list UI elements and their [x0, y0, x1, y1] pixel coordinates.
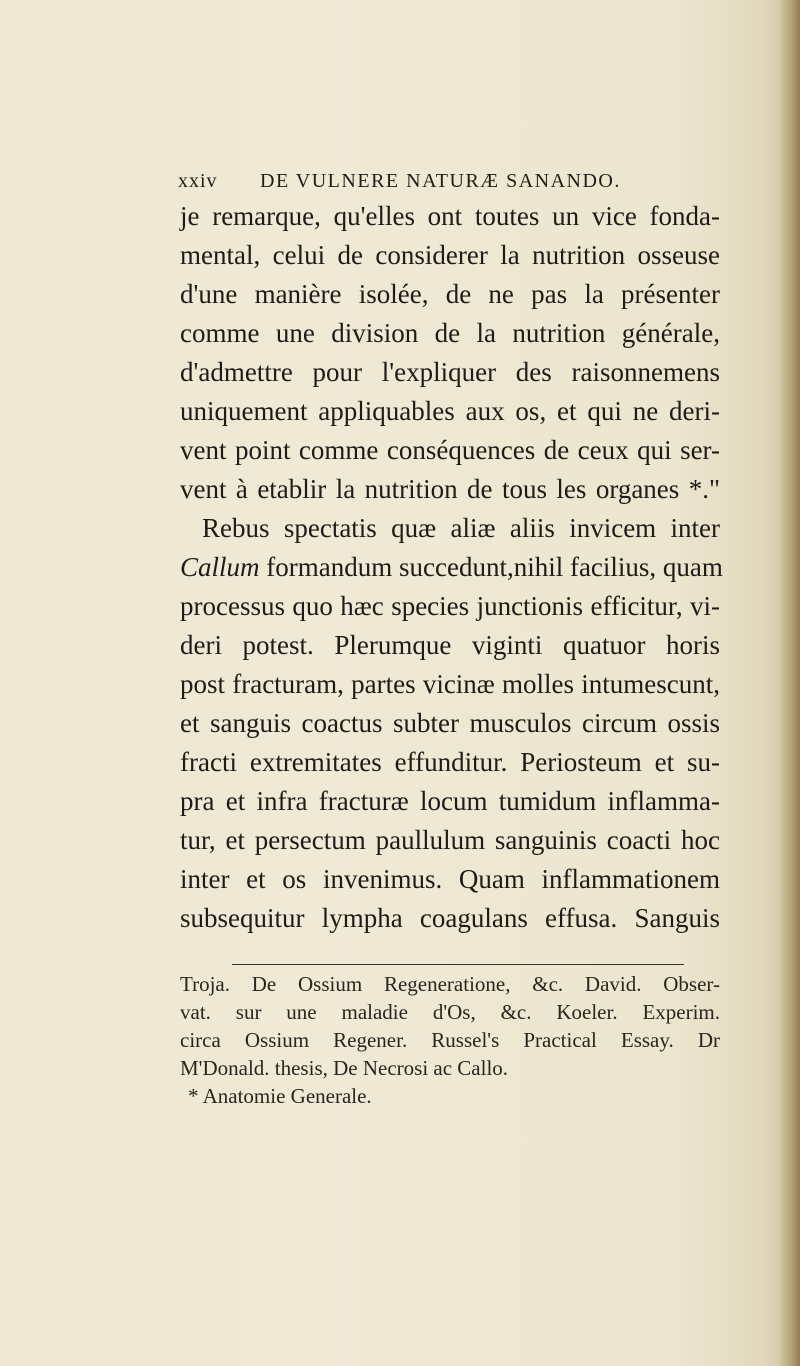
body-text: [180, 197, 723, 938]
body-line: vent à etablir la nutrition de tous les organes *.": [180, 474, 720, 504]
body-line: deri potest. Plerumque viginti quatuor horis: [180, 630, 720, 660]
body-line: mental, celui de considerer la nutrition osseuse: [180, 240, 720, 270]
page-header: [178, 170, 658, 200]
footnote-rule: [232, 964, 684, 965]
footnote-line: vat. sur une maladie d'Os, &c. Koeler. Experim.: [180, 1000, 720, 1024]
footnote-line: Troja. De Ossium Regeneratione, &c. David. Obser-: [180, 972, 720, 996]
body-line: inter et os invenimus. Quam inflammationem: [180, 864, 720, 894]
page-number: xxiv: [178, 170, 218, 192]
body-line: tur, et persectum paullulum sanguinis coacti hoc: [180, 825, 720, 855]
body-line: et sanguis coactus subter musculos circum ossis: [180, 708, 720, 738]
footnotes: [180, 970, 720, 1110]
body-line: fracti extremitates effunditur. Periosteum et su-: [180, 747, 720, 777]
footnote-line: * Anatomie Generale.: [188, 1084, 372, 1108]
body-line: d'admettre pour l'expliquer des raisonnemens: [180, 357, 720, 387]
footnote-line: circa Ossium Regener. Russel's Practical Essay. Dr: [180, 1028, 720, 1052]
body-line-with-italic: Callum formandum succedunt,nihil facilius, quam: [180, 552, 723, 582]
body-line: vent point comme conséquences de ceux qui ser-: [180, 435, 720, 465]
body-line: je remarque, qu'elles ont toutes un vice fonda-: [180, 201, 720, 231]
italic-word: Callum: [180, 552, 260, 582]
footnote-line: M'Donald. thesis, De Necrosi ac Callo.: [180, 1056, 509, 1080]
body-line: comme une division de la nutrition générale,: [180, 318, 720, 348]
body-line: processus quo hæc species junctionis efficitur, vi-: [180, 591, 720, 621]
body-line: d'une manière isolée, de ne pas la présenter: [180, 279, 720, 309]
page-edge-shadow: [778, 0, 800, 1366]
body-line: post fracturam, partes vicinæ molles intumescunt,: [180, 669, 720, 699]
body-line: pra et infra fracturæ locum tumidum inflamma-: [180, 786, 720, 816]
body-line: subsequitur lympha coagulans effusa. Sanguis: [180, 903, 720, 933]
body-line: uniquement appliquables aux os, et qui ne deri-: [180, 396, 720, 426]
running-title: DE VULNERE NATURÆ SANANDO.: [260, 170, 621, 192]
body-line: Rebus spectatis quæ aliæ aliis invicem inter: [202, 513, 720, 543]
